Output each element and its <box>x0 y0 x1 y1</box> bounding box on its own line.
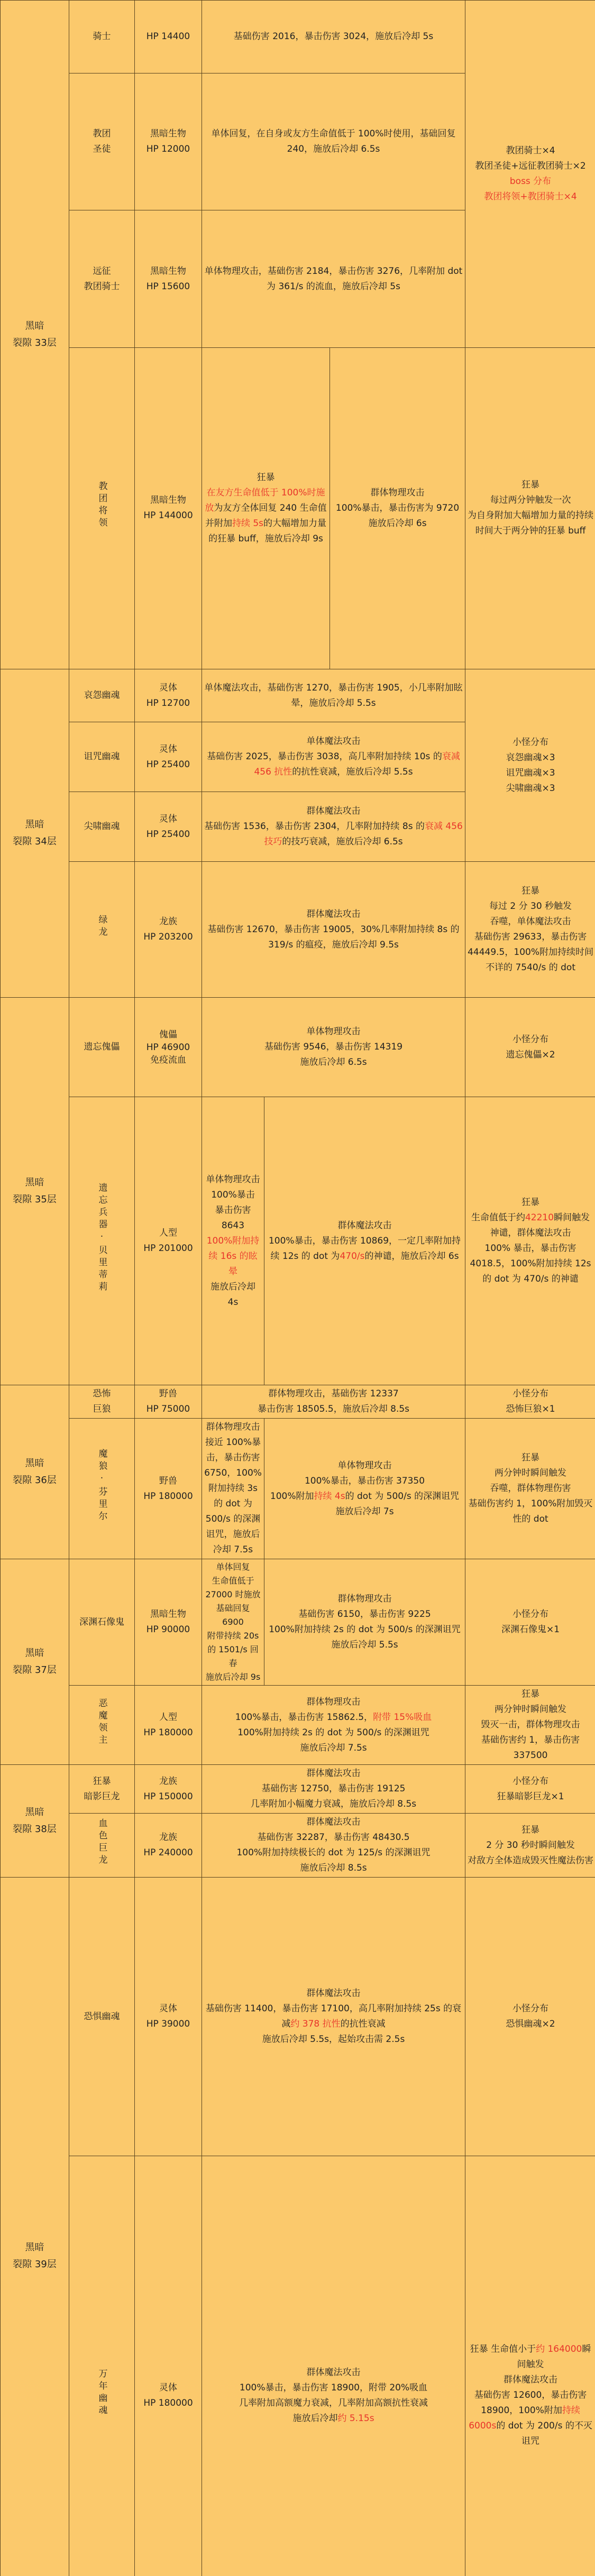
distribution: 小怪分布 恐怖巨狼×1 <box>465 1385 595 1419</box>
monster-skill: 群体魔法攻击 基础伤害 11400，暴击伤害 17100，高几率附加持续 25s 的衰减约 378 抗性的抗性衰减 施放后冷却 5.5s，起始攻击需 2.5s <box>202 1878 465 2156</box>
monster-type: 黑暗生物 HP 90000 <box>135 1559 202 1686</box>
boss-rage: 狂暴 每过两分钟触发一次 为自身附加大幅增加力量的持续时间大于两分钟的狂暴 buff <box>465 347 595 669</box>
boss-rage: 狂暴 每过 2 分 30 秒触发 吞噬，单体魔法攻击 基础伤害 29633，暴击伤害 44449.5，100%附加持续时间不详的 7540/s 的 dot <box>465 862 595 998</box>
distribution: 小怪分布 恐惧幽魂×2 <box>465 1878 595 2156</box>
row-33-knight <box>1 1 595 73</box>
monster-type: HP 14400 <box>135 1 202 73</box>
boss-type: 龙族 HP 203200 <box>135 862 202 998</box>
monster-type: 黑暗生物 HP 12000 <box>135 73 202 210</box>
boss-type: 人型 HP 180000 <box>135 1686 202 1765</box>
monster-type: 傀儡 HP 46900 免疫流血 <box>135 998 202 1097</box>
monster-name: 尖啸幽魂 <box>69 792 135 862</box>
monster-skill: 单体魔法攻击 基础伤害 2025，暴击伤害 3038，高几率附加持续 10s 的衰减 456 抗性的抗性衰减，施放后冷却 5.5s <box>202 722 465 792</box>
monster-type: 灵体 HP 25400 <box>135 792 202 862</box>
boss-skill: 群体魔法攻击 100%暴击，暴击伤害 18900，附带 20%吸血 几率附加高额魔力衰减，几率附加高额抗性衰减 施放后冷却约 5.15s <box>202 2156 465 2576</box>
boss-name: 魔狼·芬里尔 <box>69 1419 135 1559</box>
boss-rage: 狂暴 2 分 30 秒时瞬间触发 对敌方全体造成毁灭性魔法伤害 <box>465 1814 595 1878</box>
monster-skill: 群体魔法攻击 基础伤害 1536，暴击伤害 2304，几率附加持续 8s 的衰减 456 技巧的技巧衰减，施放后冷却 6.5s <box>202 792 465 862</box>
boss-skill-2: 群体魔法攻击 100%暴击，暴击伤害 10869，一定几率附加持续 12s 的 dot 为470/s的神谴，施放后冷却 6s <box>264 1097 465 1385</box>
monster-skill: 单体物理攻击 基础伤害 9546，暴击伤害 14319 施放后冷却 6.5s <box>202 998 465 1097</box>
distribution: 小怪分布 遗忘傀儡×2 <box>465 998 595 1097</box>
boss-name: 万年幽魂 <box>69 2156 135 2576</box>
boss-skill-1: 群体物理攻击 接近 100%暴击，暴击伤害 6750，100%附加持续 3s 的 dot 为 500/s 的深渊诅咒，施放后冷却 7.5s <box>202 1419 264 1559</box>
monster-skill: 群体物理攻击，基础伤害 12337 暴击伤害 18505.5，施放后冷却 8.5s <box>202 1385 465 1419</box>
monster-type: 龙族 HP 150000 <box>135 1765 202 1814</box>
floor-cell: 黑暗 裂隙 35层 <box>1 998 69 1385</box>
monster-skill-1: 单体回复 生命值低于 27000 时施放 基础回复 6900 附带持续 20s 的 1501/s 回春 施放后冷却 9s <box>202 1559 264 1686</box>
floor-cell: 黑暗 裂隙 36层 <box>1 1385 69 1559</box>
monster-type: 黑暗生物 HP 15600 <box>135 210 202 347</box>
row-36-boss <box>1 1419 595 1559</box>
distribution: 教团骑士×4 教团圣徒+远征教团骑士×2 boss 分布 教团将领+教团骑士×4 <box>465 1 595 348</box>
monster-skill: 群体魔法攻击 基础伤害 12750，暴击伤害 19125 几率附加小幅魔力衰减，施放后冷却 8.5s <box>202 1765 465 1814</box>
boss-rage: 狂暴 生命值小于约 164000瞬间触发 群体魔法攻击 基础伤害 12600，暴击伤害 18900，100%附加持续 6000s的 dot 为 200/s 的不灭诅咒 <box>465 2156 595 2576</box>
monster-type: 灵体 HP 12700 <box>135 669 202 722</box>
row-38-boss <box>1 1814 595 1878</box>
boss-name: 恶魔领主 <box>69 1686 135 1765</box>
distribution: 小怪分布 狂暴暗影巨龙×1 <box>465 1765 595 1814</box>
floor-cell: 黑暗 裂隙 38层 <box>1 1765 69 1878</box>
monster-name: 哀怨幽魂 <box>69 669 135 722</box>
monster-skill: 单体物理攻击，基础伤害 2184，暴击伤害 3276，几率附加 dot 为 361/s 的流血，施放后冷却 5s <box>202 210 465 347</box>
boss-name: 遗忘兵器·贝里蒂莉 <box>69 1097 135 1385</box>
distribution: 小怪分布 深渊石像鬼×1 <box>465 1559 595 1686</box>
row-37-boss <box>1 1686 595 1765</box>
boss-skill: 群体魔法攻击 基础伤害 32287，暴击伤害 48430.5 100%附加持续极长的 dot 为 125/s 的深渊诅咒 施放后冷却 8.5s <box>202 1814 465 1878</box>
distribution: 小怪分布 哀怨幽魂×3 诅咒幽魂×3 尖啸幽魂×3 <box>465 669 595 862</box>
monster-skill-2: 群体物理攻击 基础伤害 6150，暴击伤害 9225 100%附加持续 2s 的 dot 为 500/s 的深渊诅咒 施放后冷却 5.5s <box>264 1559 465 1686</box>
row-33-boss <box>1 347 595 669</box>
row-34-boss <box>1 862 595 998</box>
monster-type: 野兽 HP 75000 <box>135 1385 202 1419</box>
monster-type: 灵体 HP 39000 <box>135 1878 202 2156</box>
monster-name: 诅咒幽魂 <box>69 722 135 792</box>
floor-cell: 黑暗 裂隙 39层 <box>1 1878 69 2576</box>
row-38-m1 <box>1 1765 595 1814</box>
monster-skill: 单体魔法攻击，基础伤害 1270，暴击伤害 1905，小几率附加眩晕，施放后冷却 5.5s <box>202 669 465 722</box>
boss-name: 教团将领 <box>69 347 135 669</box>
boss-rage: 狂暴 两分钟时瞬间触发 吞噬，群体物理伤害 基础伤害约 1，100%附加毁灭性的 dot <box>465 1419 595 1559</box>
boss-skill-2: 单体物理攻击 100%暴击，暴击伤害 37350 100%附加持续 4s的 dot 为 500/s 的深渊诅咒 施放后冷却 7s <box>264 1419 465 1559</box>
monster-type: 灵体 HP 25400 <box>135 722 202 792</box>
boss-type: 灵体 HP 180000 <box>135 2156 202 2576</box>
monster-skill: 单体回复，在自身或友方生命值低于 100%时使用，基础回复 240，施放后冷却 6.5s <box>202 73 465 210</box>
monster-name: 恐惧幽魂 <box>69 1878 135 2156</box>
floor-cell: 黑暗 裂隙 34层 <box>1 669 69 998</box>
boss-rage: 狂暴 生命值低于约42210瞬间触发 神谴，群体魔法攻击 100% 暴击，暴击伤害 4018.5，100%附加持续 12s 的 dot 为 470/s 的神谴 <box>465 1097 595 1385</box>
monster-name: 骑士 <box>69 1 135 73</box>
monster-name: 教团 圣徒 <box>69 73 135 210</box>
boss-skill: 群体物理攻击 100%暴击，暴击伤害 15862.5，附带 15%吸血 100%附加持续 2s 的 dot 为 500/s 的深渊诅咒 施放后冷却 7.5s <box>202 1686 465 1765</box>
row-34-m1 <box>1 669 595 722</box>
boss-type: 龙族 HP 240000 <box>135 1814 202 1878</box>
boss-name: 绿龙 <box>69 862 135 998</box>
row-39-boss <box>1 2156 595 2576</box>
boss-skill-2: 群体物理攻击 100%暴击，暴击伤害为 9720 施放后冷却 6s <box>330 347 465 669</box>
boss-name: 血色巨龙 <box>69 1814 135 1878</box>
row-39-m1 <box>1 1878 595 2156</box>
row-35-boss <box>1 1097 595 1385</box>
boss-skill-1: 狂暴 在友方生命值低于 100%时施放为友方全体回复 240 生命值并附加持续 5s的大幅增加力量的狂暴 buff，施放后冷却 9s <box>202 347 330 669</box>
boss-skill-1: 单体物理攻击 100%暴击 暴击伤害 8643 100%附加持续 16s 的眩晕 施放后冷却 4s <box>202 1097 264 1385</box>
boss-type: 人型 HP 201000 <box>135 1097 202 1385</box>
boss-type: 野兽 HP 180000 <box>135 1419 202 1559</box>
row-37-m1 <box>1 1559 595 1686</box>
boss-skill: 群体魔法攻击 基础伤害 12670，暴击伤害 19005，30%几率附加持续 8s 的 319/s 的瘟疫，施放后冷却 9.5s <box>202 862 465 998</box>
monster-skill: 基础伤害 2016，暴击伤害 3024，施放后冷却 5s <box>202 1 465 73</box>
row-35-m1 <box>1 998 595 1097</box>
monster-name: 遗忘傀儡 <box>69 998 135 1097</box>
monster-name: 狂暴 暗影巨龙 <box>69 1765 135 1814</box>
monster-name: 远征 教团骑士 <box>69 210 135 347</box>
boss-rage: 狂暴 两分钟时瞬间触发 毁灭一击，群体物理攻击 基础伤害约 1，暴击伤害 337500 <box>465 1686 595 1765</box>
boss-type: 黑暗生物 HP 144000 <box>135 347 202 669</box>
row-36-m1 <box>1 1385 595 1419</box>
floor-cell: 黑暗 裂隙 37层 <box>1 1559 69 1765</box>
monster-name: 恐怖 巨狼 <box>69 1385 135 1419</box>
floor-cell: 黑暗 裂隙 33层 <box>1 1 69 669</box>
monster-name: 深渊石像鬼 <box>69 1559 135 1686</box>
